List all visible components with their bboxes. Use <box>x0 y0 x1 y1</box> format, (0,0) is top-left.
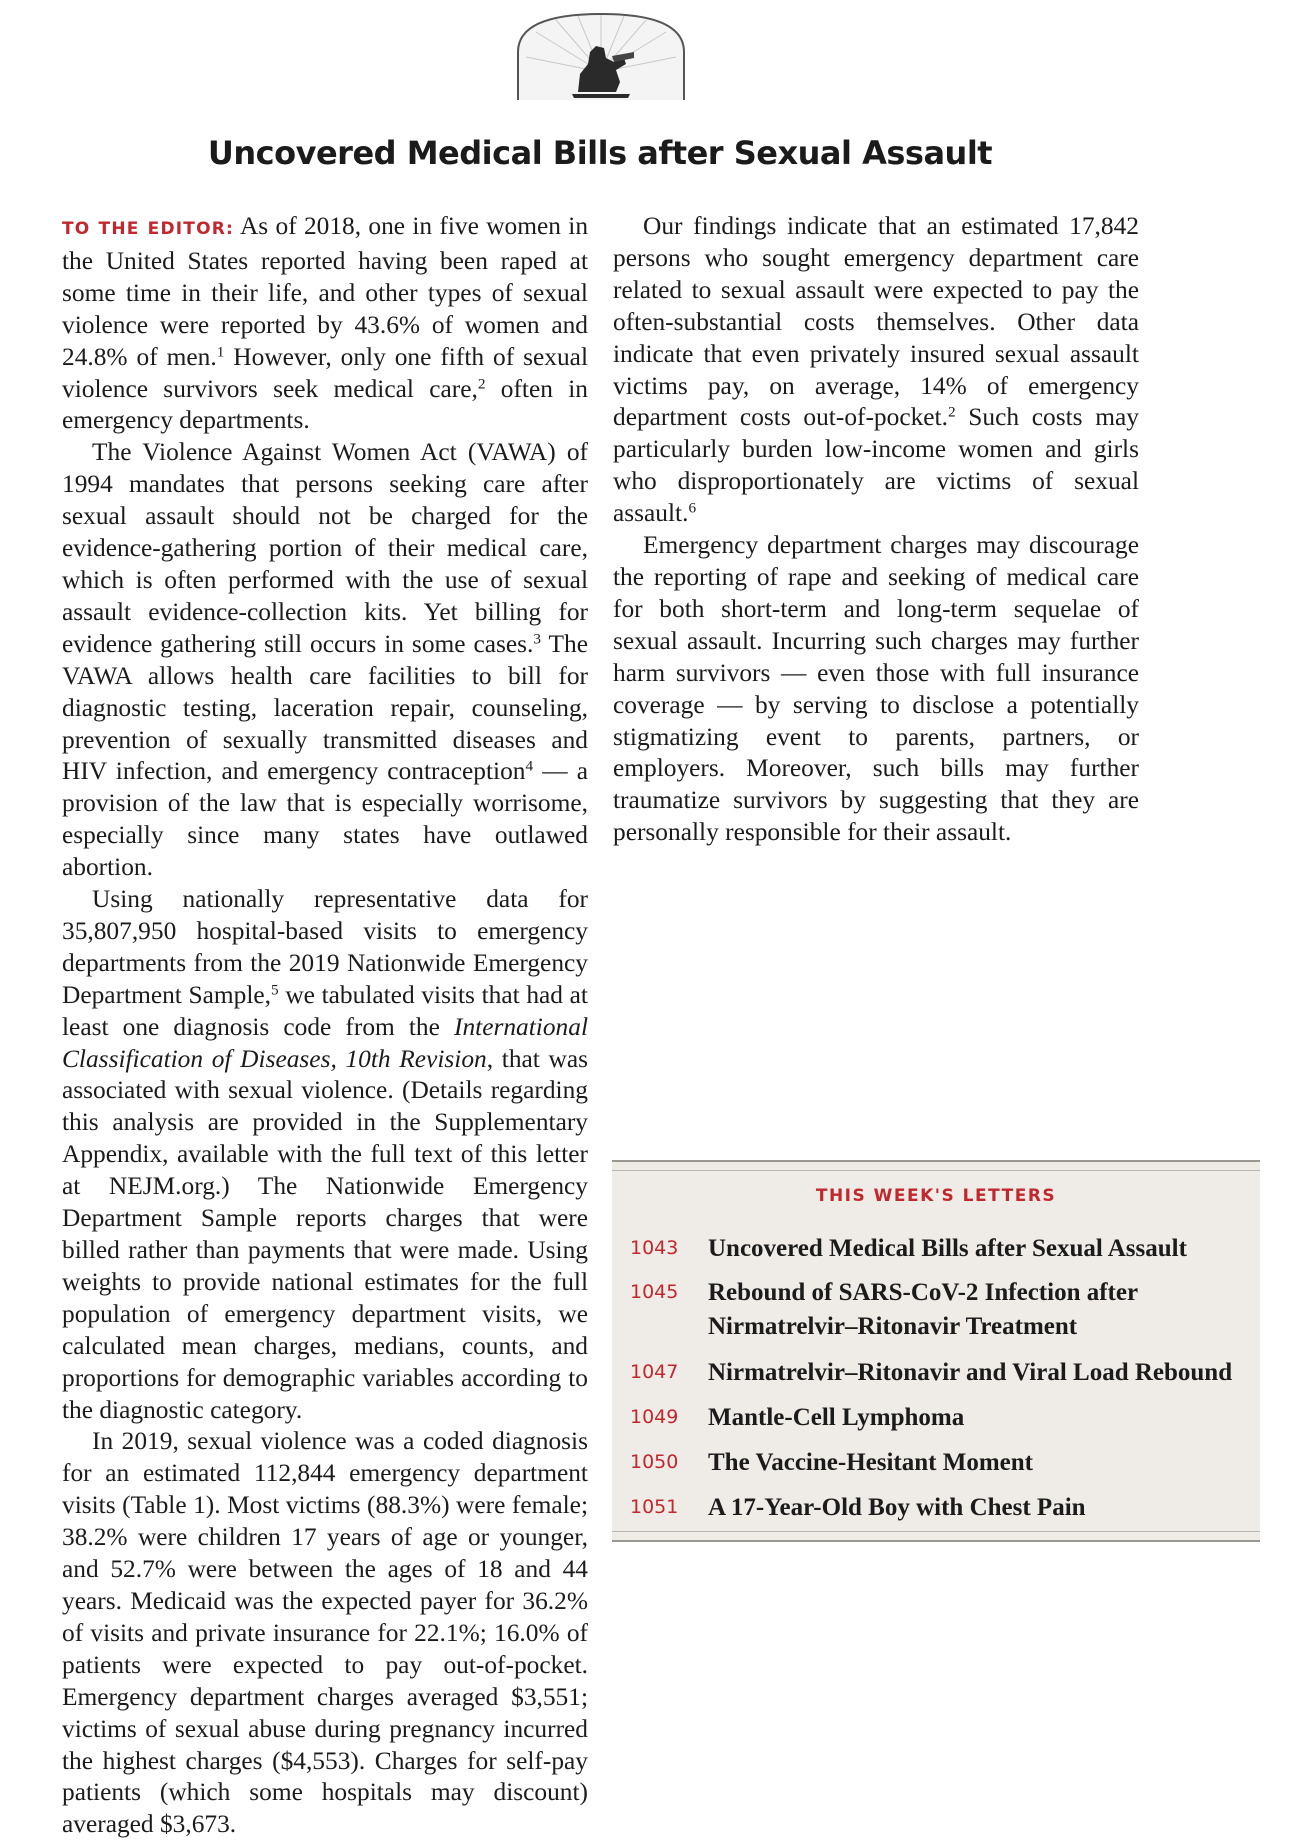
letter-title[interactable]: Rebound of SARS-CoV-2 Infection after Nirmatrelvir–Ritonavir Treatment <box>708 1279 1138 1340</box>
reference-marker[interactable]: 4 <box>525 758 534 776</box>
letter-title[interactable]: Mantle-Cell Lymphoma <box>708 1404 965 1431</box>
reference-marker[interactable]: 2 <box>477 375 486 393</box>
letter-page-number: 1043 <box>630 1237 679 1259</box>
article-title: Uncovered Medical Bills after Sexual Assault <box>207 134 993 172</box>
letter-page-number: 1045 <box>630 1281 679 1303</box>
letter-page-number: 1051 <box>630 1496 679 1518</box>
paragraph: In 2019, sexual violence was a coded diagnosis for an estimated 112,844 emergency department visits (Table 1). Most victims (88.3%) were female; 38.2% were children 17 years of age or younger, and 52.7% were between the ages of 18 and 44 years. Medicaid was the expected payer for 36.2% of visits and private insurance for 22.1%; 16.0% of patients were expected to pay out-of-pocket. Emergency department charges averaged $3,551; victims of sexual abuse during pregnancy incurred the highest charges ($4,553). Charges for self-pay patients (which some hospitals may discount) averaged $3,673. <box>62 1427 588 1839</box>
paragraph: Emergency department charges may discourage the reporting of rape and seeking of medical care for both short-term and long-term sequelae of sexual assault. Incurring such charges may further harm survivors — even those with full insurance coverage — by serving to disclose a potentially stigmatizing event to parents, partners, or employers. Moreover, such bills may further traumatize survivors by suggesting that they are personally responsible for their assault. <box>613 531 1139 847</box>
box-title: THIS WEEK'S LETTERS <box>815 1186 1057 1206</box>
letter-item[interactable] <box>630 1446 1258 1480</box>
letter-title[interactable]: Nirmatrelvir–Ritonavir and Viral Load Rebound <box>708 1359 1233 1386</box>
paragraph: Using nationally representative data for 35,807,950 hospital-based visits to emergency departments from the 2019 Nationwide Emergency Department Sample,$^5$ we tabulated visits that had at least one diagnosis code from the International Classification of Diseases, 10th Revision, that was associated with sexual violence. (Details regarding this analysis are provided in the Supplementary Appendix, available with the full text of this letter at NEJM.org.) The Nationwide Emergency Department Sample reports charges that were billed rather than payments that were made. Using weights to provide national estimates for the full population of emergency department visits, we calculated mean charges, medians, counts, and proportions for demographic variables according to the diagnostic category. <box>62 885 588 1424</box>
letter-page-number: 1047 <box>630 1361 679 1383</box>
reference-marker[interactable]: 6 <box>688 499 697 517</box>
letter-page-number: 1049 <box>630 1406 679 1428</box>
letter-item[interactable] <box>630 1276 1258 1344</box>
letter-item[interactable] <box>630 1401 1258 1435</box>
reference-marker[interactable]: 5 <box>271 981 279 999</box>
reference-marker[interactable]: 2 <box>947 404 956 422</box>
reference-marker[interactable]: 1 <box>216 343 225 361</box>
paragraph: The Violence Against Women Act (VAWA) of 1994 mandates that persons seeking care after sexual assault should not be charged for the evidence-gathering portion of their medical care, which is often performed with the use of sexual assault evidence-collection kits. Yet billing for evidence gathering still occurs in some cases.$^3$ The VAWA allows health care facilities to bill for diagnostic testing, laceration repair, counseling, prevention of sexually transmitted diseases and HIV infection, and emergency contraception$^4$ — a provision of the law that is especially worrisome, especially since many states have outlawed abortion. <box>62 438 588 882</box>
paragraph: TO THE EDITOR: As of 2018, one in five women in the United States reported having been raped at some time in their life, and other types of sexual violence were reported by 43.6% of women and 24.8% of men.$^1$ However, only one fifth of sexual violence survivors seek medical care,$^2$ often in emergency departments. <box>62 212 589 435</box>
letter-title[interactable]: The Vaccine-Hesitant Moment <box>708 1449 1033 1476</box>
letter-title[interactable]: A 17-Year-Old Boy with Chest Pain <box>708 1494 1086 1521</box>
letter-title[interactable]: Uncovered Medical Bills after Sexual Assault <box>708 1235 1187 1262</box>
letter-page-number: 1050 <box>630 1451 679 1473</box>
reference-marker[interactable]: 3 <box>533 630 542 648</box>
letter-item[interactable] <box>630 1491 1258 1525</box>
article-column-right <box>613 211 1139 849</box>
paragraph: Our findings indicate that an estimated 17,842 persons who sought emergency department care related to sexual assault were expected to pay the often-substantial costs themselves. Other data indicate that even privately insured sexual assault victims pay, on average, 14% of emergency department costs out-of-pocket.$^2$ Such costs may particularly burden low-income women and girls who disproportionately are victims of sexual assault.$^6$ <box>613 212 1139 528</box>
article-column-left <box>62 211 588 1841</box>
letter-item[interactable] <box>630 1356 1258 1390</box>
scholar-at-desk-emblem-icon <box>516 12 686 100</box>
letter-item[interactable] <box>630 1232 1258 1266</box>
this-weeks-letters-box <box>612 1160 1260 1542</box>
to-the-editor-label: TO THE EDITOR: <box>62 219 235 239</box>
icd-title: International Classification of Diseases, 10th Revision <box>62 1012 588 1073</box>
